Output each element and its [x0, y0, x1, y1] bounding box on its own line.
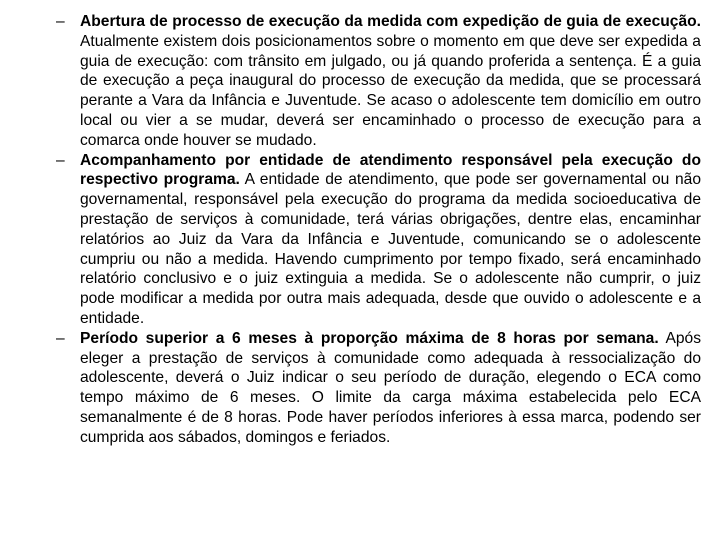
bullet-item-acompanhamento	[56, 151, 701, 329]
bullet-dash: –	[56, 151, 65, 169]
bullet-body: Atualmente existem dois posicionamentos sobre o momento em que deve ser expedida a guia de execução: com trânsito em julgado, ou já quando proferida a sentença. É a guia de execução a peça inaugural do processo de execução da medida, que se processará perante a Vara da Infância e Juventude. Se acaso o adolescente tem domicílio em outro local ou vier a se mudar, deverá ser encaminhado o processo de execução para a comarca onde houver se mudado.	[80, 32, 701, 149]
bullet-dash: –	[56, 13, 65, 30]
bullet-item-guia-execucao	[56, 12, 701, 151]
bullet-heading: Acompanhamento por entidade de atendimento responsável pela execução do respectivo programa.	[80, 151, 701, 189]
bullet-heading: Período superior a 6 meses à proporção máxima de 8 horas por semana.	[80, 329, 659, 347]
bullet-list	[56, 12, 701, 448]
bullet-item-periodo	[56, 329, 701, 448]
bullet-dash: –	[56, 329, 65, 347]
bullet-body: A entidade de atendimento, que pode ser governamental ou não governamental, responsável pela execução do programa da medida socioeducativa de prestação de serviços à comunidade, terá várias obrigações, dentre elas, encaminhar relatórios ao Juiz da Vara da Infância e Juventude, comunicando se o adolescente cumpriu ou não a medida. Havendo cumprimento por tempo fixado, será encaminhado relatório conclusivo e o juiz extinguia a medida. Se o adolescente não cumprir, o juiz pode modificar a medida por outra mais adequada, desde que ouvido o adolescente e a entidade.	[80, 171, 701, 327]
bullet-body: Após eleger a prestação de serviços à comunidade como adequada à ressocialização do adolescente, deverá o Juiz indicar o seu período de duração, elegendo o ECA como tempo máximo de 6 meses. O limite da carga máxima estabelecida pelo ECA semanalmente é de 8 horas. Pode haver períodos inferiores à essa marca, podendo ser cumprida aos sábados, domingos e feriados.	[80, 329, 702, 446]
bullet-heading: Abertura de processo de execução da medida com expedição de guia de execução.	[80, 13, 701, 30]
